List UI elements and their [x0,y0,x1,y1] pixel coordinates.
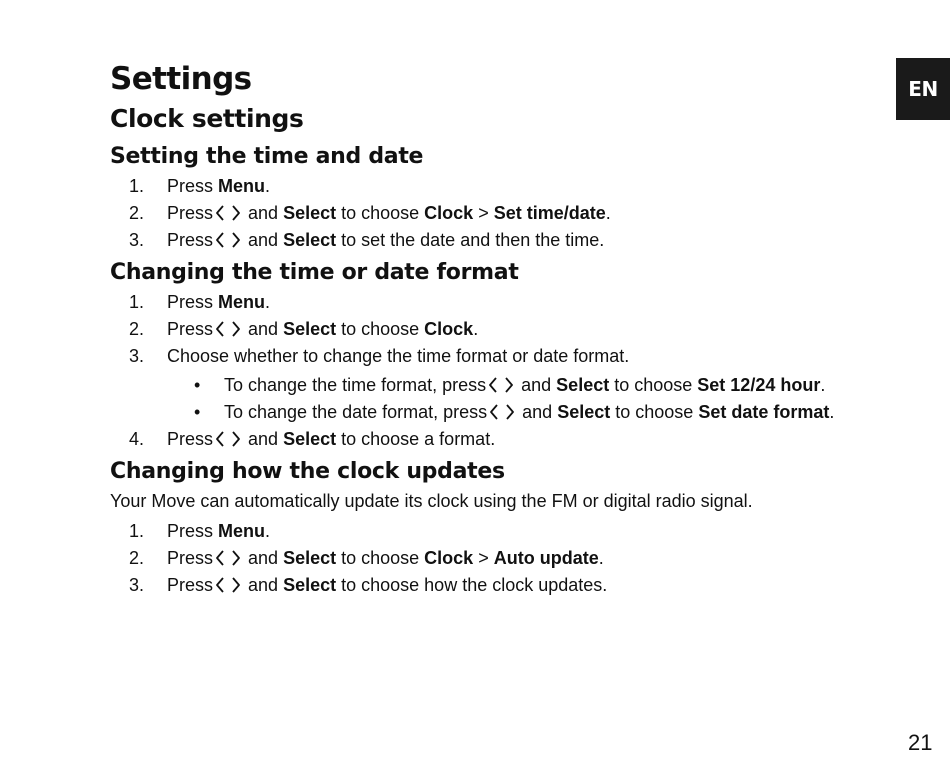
step-text: . [265,292,271,312]
left-right-arrows-icon [215,204,241,222]
step-text: Press [167,521,219,541]
step-text: Press [167,319,214,339]
bullet-item [167,399,870,425]
step-text: Press [167,548,214,568]
step-number: 4. [129,429,145,449]
step-text: to choose a format. [336,429,496,449]
step-number: 3. [129,575,145,595]
clock-term: Clock [424,203,474,223]
step-text: > [473,548,494,568]
bullet-list [167,372,870,425]
select-term: Select [283,230,337,250]
step-text: to choose [336,548,425,568]
step-item [110,316,870,343]
step-text: Press [167,429,214,449]
steps-list-time-date [110,173,870,254]
step-text: . [473,319,479,339]
select-term: Select [283,319,337,339]
bullet-dot: • [194,402,201,422]
page-subtitle: Clock settings [110,104,304,133]
menu-term: Menu [218,521,266,541]
step-text: Press [167,203,214,223]
left-right-arrows-icon [215,576,241,594]
section-heading-clock-updates: Changing how the clock updates [110,459,505,484]
bullet-text: to choose [609,375,698,395]
left-right-arrows-icon [215,549,241,567]
bullet-item [167,372,870,398]
step-number: 2. [129,203,145,223]
bullet-text: to choose [610,402,699,422]
step-text: to set the date and then the time. [336,230,605,250]
step-text: and [243,575,284,595]
step-text: . [598,548,604,568]
set-12-24-hour-term: Set 12/24 hour [697,375,821,395]
set-time-date-term: Set time/date [493,203,606,223]
step-number: 2. [129,319,145,339]
section-heading-format: Changing the time or date format [110,260,519,285]
bullet-text: To change the date format, press [224,402,488,422]
step-item [110,545,870,572]
page-content [110,58,870,599]
step-number: 1. [129,292,145,312]
left-right-arrows-icon [215,430,241,448]
step-item [110,289,870,316]
step-text: and [243,203,284,223]
step-text: to choose [336,319,425,339]
step-text: Press [167,292,219,312]
step-text: Press [167,230,214,250]
step-text: Press [167,176,219,196]
step-item [110,426,870,453]
bullet-text: and [517,402,558,422]
bullet-text: . [820,375,826,395]
select-term: Select [283,548,337,568]
clock-term: Clock [424,319,474,339]
step-text: Choose whether to change the time format or date format. [167,346,630,366]
auto-update-term: Auto update [493,548,599,568]
step-text: to choose [336,203,425,223]
step-number: 3. [129,346,145,366]
select-term: Select [557,402,611,422]
steps-list-clock-updates [110,518,870,599]
steps-list-format [110,289,870,453]
step-item [110,227,870,254]
step-text: and [243,429,284,449]
step-text: to choose how the clock updates. [336,575,608,595]
select-term: Select [556,375,610,395]
step-text: > [473,203,494,223]
step-text: and [243,230,284,250]
step-text: . [265,176,271,196]
step-item [110,200,870,227]
section-heading-time-date: Setting the time and date [110,144,424,169]
left-right-arrows-icon [215,320,241,338]
step-number: 2. [129,548,145,568]
bullet-text: and [516,375,557,395]
step-text: . [605,203,611,223]
step-text: . [265,521,271,541]
select-term: Select [283,575,337,595]
language-tab: EN [896,58,950,120]
page-title: Settings [110,61,252,97]
select-term: Select [283,429,337,449]
step-item [110,518,870,545]
select-term: Select [283,203,337,223]
step-text: and [243,548,284,568]
menu-term: Menu [218,176,266,196]
step-number: 1. [129,521,145,541]
bullet-text: . [829,402,835,422]
step-text: Press [167,575,214,595]
set-date-format-term: Set date format [698,402,830,422]
step-number: 3. [129,230,145,250]
menu-term: Menu [218,292,266,312]
step-number: 1. [129,176,145,196]
left-right-arrows-icon [215,231,241,249]
bullet-text: To change the time format, press [224,375,487,395]
left-right-arrows-icon [489,403,515,421]
section-intro: Your Move can automatically update its clock using the FM or digital radio signal. [110,491,753,511]
bullet-dot: • [194,375,201,395]
step-item [110,343,870,425]
step-text: and [243,319,284,339]
step-item [110,572,870,599]
page-number: 21 [908,730,933,755]
step-item [110,173,870,200]
clock-term: Clock [424,548,474,568]
left-right-arrows-icon [488,376,514,394]
